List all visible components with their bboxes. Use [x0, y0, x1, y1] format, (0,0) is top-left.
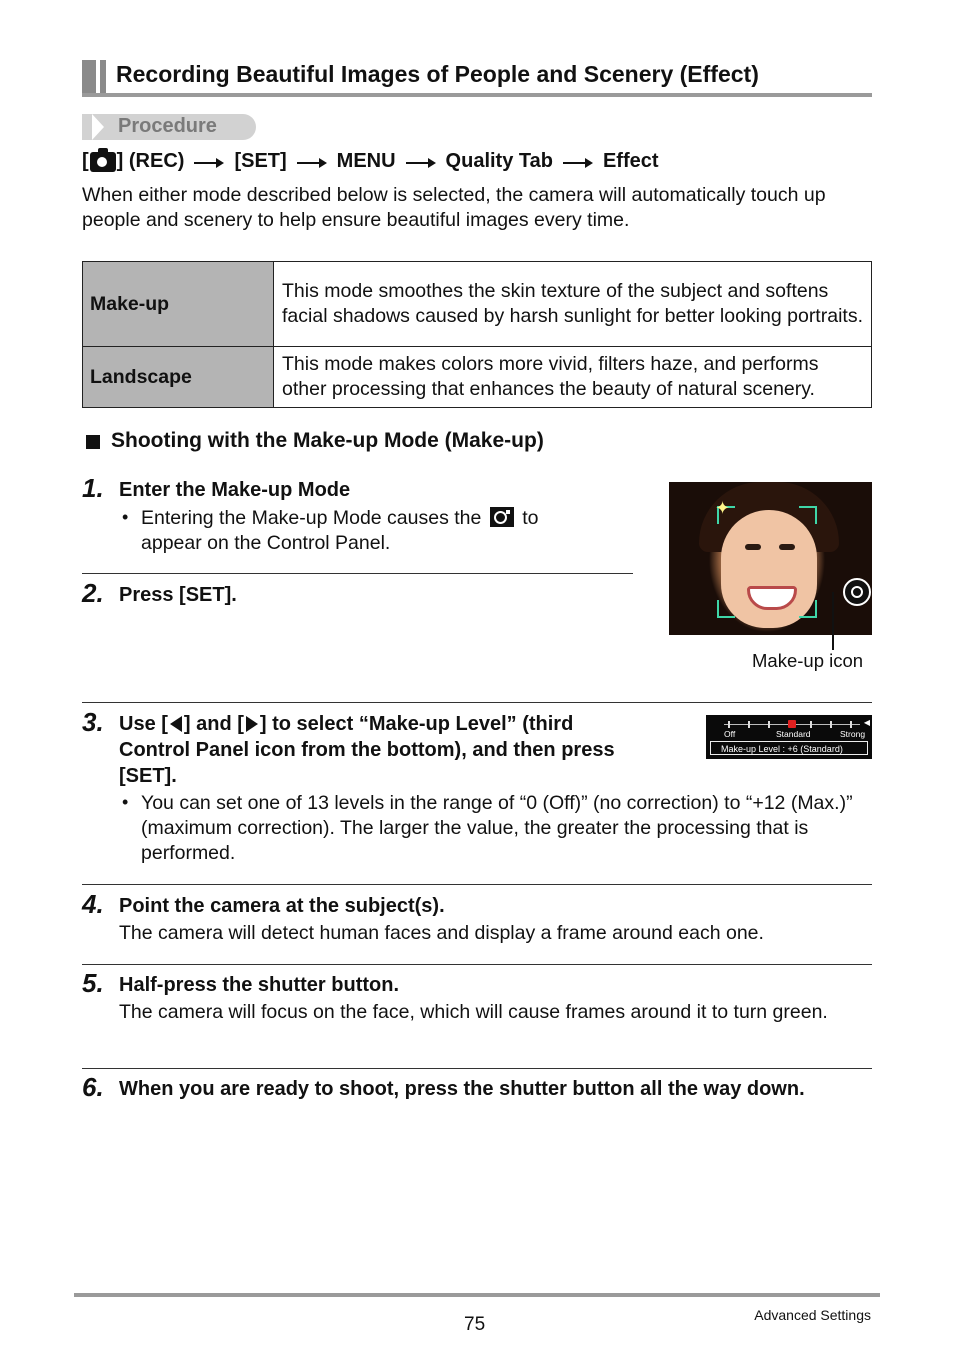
path-set: [SET]: [234, 150, 287, 172]
title-part: Control Panel icon from the bottom), and then press: [119, 739, 615, 761]
bullet-dot: •: [122, 507, 129, 527]
bullet-text: appear on the Control Panel.: [141, 532, 391, 554]
makeup-level-panel: [706, 715, 872, 759]
right-arrow-icon: [194, 155, 224, 169]
step-body: The camera will detect human faces and display a frame around each one.: [119, 922, 764, 944]
makeup-mode-photo: [669, 482, 872, 635]
footer-rule: [74, 1293, 880, 1297]
level-standard-label: Standard: [776, 729, 811, 739]
step-title: Press [SET].: [119, 584, 237, 606]
bullet-text: Entering the Make-up Mode causes the: [141, 507, 482, 529]
step-title: Half-press the shutter button.: [119, 974, 400, 996]
title-part: ] and [: [183, 713, 244, 735]
step-divider: [82, 573, 633, 574]
section-title: Shooting with the Make-up Mode (Make-up): [111, 429, 544, 452]
level-readout: Make-up Level : +6 (Standard): [710, 741, 868, 755]
path-menu: MENU: [336, 150, 396, 172]
right-arrow-icon: [297, 155, 327, 169]
level-tick: [748, 721, 750, 728]
mode-description: This mode smoothes the skin texture of the subject and softens facial shadows caused by harsh sunlight for better looking portraits.: [274, 262, 872, 347]
step-number: 5.: [82, 968, 104, 998]
menu-path: [82, 150, 659, 173]
mode-name: Make-up: [83, 262, 274, 347]
sparkle-icon: ✦: [715, 498, 731, 518]
step-bullet: [141, 506, 631, 556]
procedure-pill-arrow: [92, 114, 104, 140]
level-tick: [810, 721, 812, 728]
step-divider: [82, 702, 872, 703]
table-row: [83, 347, 872, 408]
header-bars: [82, 60, 112, 96]
photo-eye: [779, 544, 795, 550]
title-part: ] to select “Make-up Level” (third: [259, 713, 574, 735]
panel-edge-icon: ◀: [863, 718, 870, 727]
step-body: The camera will focus on the face, which will cause frames around it to turn green.: [119, 1001, 828, 1023]
camera-icon: [90, 152, 116, 172]
header-rule: [82, 93, 872, 97]
face-frame-corner: [717, 600, 735, 618]
title-part: [SET].: [119, 765, 177, 787]
step-number: 3.: [82, 707, 104, 737]
title-part: Use [: [119, 713, 168, 735]
level-tick: [850, 721, 852, 728]
photo-eye: [745, 544, 761, 550]
footer-section: Advanced Settings: [754, 1307, 871, 1323]
right-arrow-icon: [563, 155, 593, 169]
step-divider: [82, 884, 872, 885]
table-row: [83, 262, 872, 347]
step-bullet: You can set one of 13 levels in the range of “0 (Off)” (no correction) to “+12 (Max.)” (maximum correction). The larger the value, the greater the processing that is performed.: [141, 792, 853, 864]
step-number: 2.: [82, 578, 104, 608]
level-off-label: Off: [724, 729, 736, 739]
right-arrow-icon: [406, 155, 436, 169]
page-number: 75: [464, 1314, 486, 1335]
mode-name: Landscape: [83, 347, 274, 408]
callout-label: Make-up icon: [752, 650, 864, 671]
procedure-label: Procedure: [118, 115, 217, 137]
path-item: Effect: [602, 150, 659, 172]
bullet-dot: •: [122, 792, 129, 812]
face-frame-corner: [799, 506, 817, 524]
step-title: When you are ready to shoot, press the shutter button all the way down.: [119, 1078, 805, 1100]
intro-text: When either mode described below is selected, the camera will automatically touch up people and scenery to help ensure beautiful images every time.: [82, 184, 826, 231]
step-title: Enter the Make-up Mode: [119, 479, 351, 501]
step-number: 4.: [82, 889, 104, 919]
level-strong-label: Strong: [840, 729, 866, 739]
step-number: 1.: [82, 473, 104, 503]
level-knob: [788, 720, 796, 728]
level-tick: [728, 721, 730, 728]
right-triangle-icon: [246, 716, 258, 732]
step-number: 6.: [82, 1072, 104, 1102]
step-divider: [82, 964, 872, 965]
modes-table: [82, 261, 872, 408]
step-title: [119, 711, 689, 789]
level-tick: [768, 721, 770, 728]
bullet-text: to: [522, 507, 539, 529]
makeup-icon: [843, 578, 871, 606]
makeup-icon: [490, 507, 514, 527]
path-rec: ] (REC): [116, 150, 185, 172]
path-bracket-open: [: [82, 150, 89, 172]
page-title: Recording Beautiful Images of People and Scenery (Effect): [116, 61, 759, 87]
face-frame-corner: [799, 600, 817, 618]
callout-line: [832, 592, 834, 650]
mode-description: This mode makes colors more vivid, filters haze, and performs other processing that enhances the beauty of natural scenery.: [274, 347, 872, 408]
level-tick: [830, 721, 832, 728]
step-divider: [82, 1068, 872, 1069]
left-triangle-icon: [170, 716, 182, 732]
section-square-icon: [86, 435, 100, 449]
step-title: Point the camera at the subject(s).: [119, 895, 445, 917]
path-tab: Quality Tab: [445, 150, 553, 172]
